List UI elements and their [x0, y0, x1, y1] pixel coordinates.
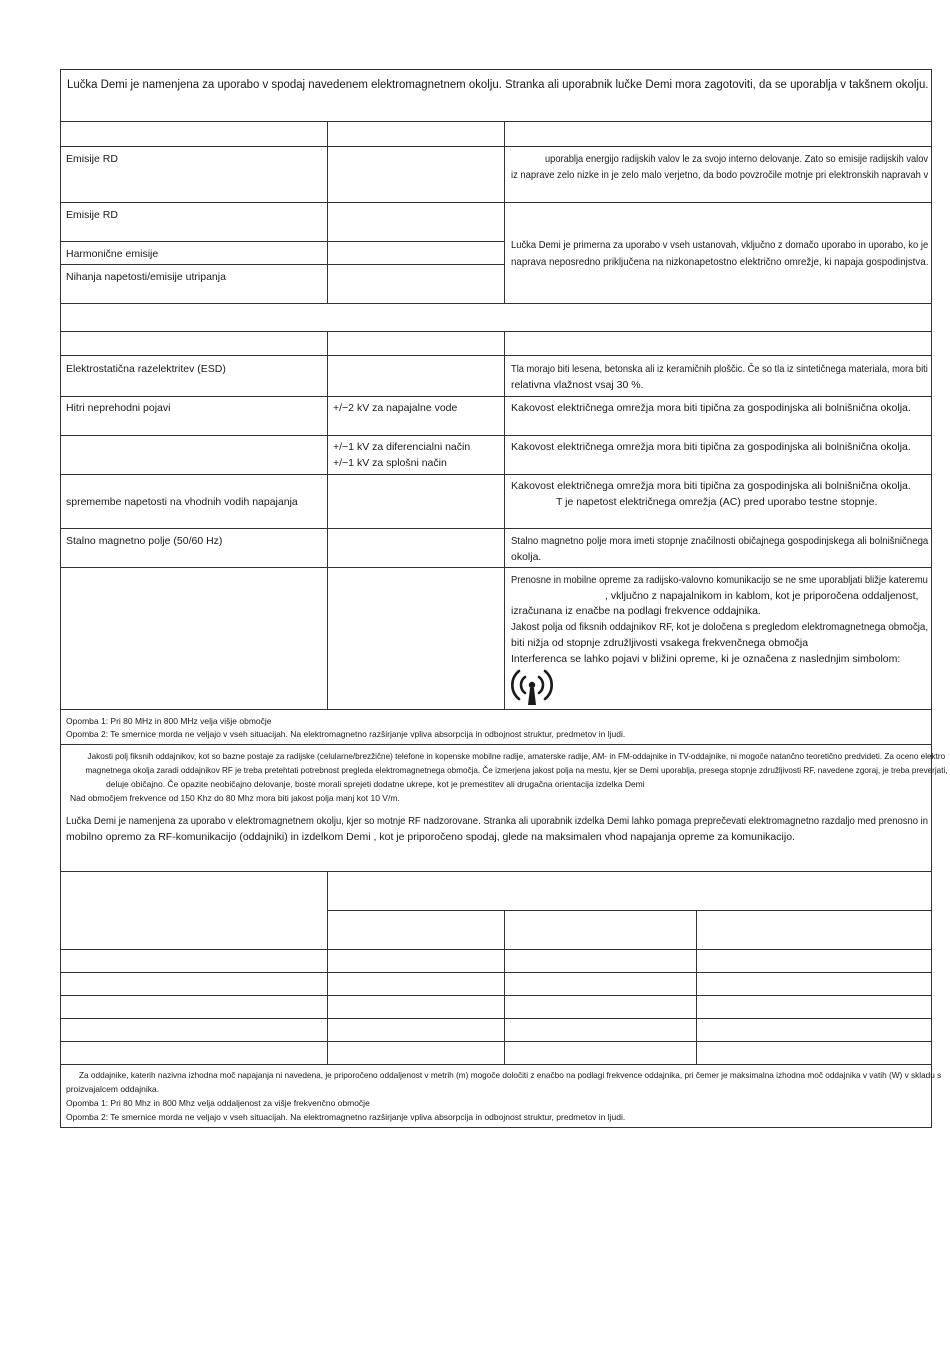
surge-text: Kakovost električnega omrežja mora biti tipična za gospodinjska ali bolnišnična okolja. [511, 441, 911, 453]
voltage-dips-label: spremembe napetosti na vhodnih vodih napajanja [66, 496, 298, 508]
footnote-line: Opomba 2: Te smernice morda ne veljajo v vseh situacijah. Na elektromagnetno razširjanje vpliva absorpcija in odbojnost struktur, predmetov in ljudi. [66, 1112, 626, 1122]
flicker-emissions-label: Nihanja napetosti/emisije utripanja [66, 271, 226, 283]
row-divider [60, 264, 505, 265]
row-divider [60, 331, 932, 332]
row-divider [60, 1041, 932, 1042]
footnote-line: proizvajalcem oddajnika. [66, 1084, 160, 1094]
esd-text-line: Tla morajo biti lesena, betonska ali iz keramičnih ploščic. Če so tla iz sintetičnega materiala, mora biti [511, 363, 928, 375]
separation-intro-line: mobilno opremo za RF-komunikacijo (oddajniki) in izdelkom Demi , kot je priporočeno spodaj, glede na maksimalen vhod napajanja opreme za komunikacijo. [66, 831, 795, 843]
column-divider [327, 871, 328, 1064]
column-divider [327, 331, 328, 709]
row-divider [60, 972, 932, 973]
row-divider [60, 949, 932, 950]
voltage-dips-text-line: Kakovost električnega omrežja mora biti tipična za gospodinjska ali bolnišnična okolja. [511, 480, 911, 492]
separation-intro-line: Lučka Demi je namenjena za uporabo v elektromagnetnem okolju, kjer so motnje RF nadzorovane. Stranka ali uporabnik izdelka Demi lahko pomaga preprečevati elektromagnetno razdaljo med prenosno in [66, 815, 929, 827]
surge-level-line: +/−1 kV za splošni način [333, 457, 447, 469]
row-divider [60, 567, 932, 568]
row-divider [60, 744, 932, 745]
column-divider [504, 121, 505, 303]
column-divider [696, 910, 697, 1064]
row-divider [60, 355, 932, 356]
field-strength-text-line: Jakosti polj fiksnih oddajnikov, kot so bazne postaje za radijske (celularne/brezžične) telefone in kopenske mobilne radije, amaterske radije, AM- in FM-oddajnike in TV-oddajnike, ni mogoče natančno teoretično predvideti. Za oceno elektro [87, 751, 946, 761]
row-divider [60, 474, 932, 475]
non-ionizing-radiation-icon [509, 666, 555, 706]
field-strength-text-line: magnetnega okolja zaradi oddajnikov RF je treba pretehtati potrebnost pregleda elektromagnetnega območja. Če izmerjena jakost polja na mestu, kjer se Demi uporablja, presega stopnje združljivosti RF, navedene zgoraj, je treba preverjati, [85, 765, 948, 775]
row-divider [328, 910, 932, 911]
row-divider [60, 709, 932, 710]
row-divider [60, 396, 932, 397]
row-divider [60, 146, 932, 147]
magnetic-field-label: Stalno magnetno polje (50/60 Hz) [66, 535, 223, 547]
note-line: Opomba 2: Te smernice morda ne veljajo v vseh situacijah. Na elektromagnetno razširjanje vpliva absorpcija in odbojnost struktur, predmetov in ljudi. [66, 729, 626, 739]
row-divider [60, 435, 932, 436]
eft-label: Hitri neprehodni pojavi [66, 402, 171, 414]
rf-emissions-text-line: uporablja energijo radijskih valov le za svojo interno delovanje. Zato so emisije radijskih valov [545, 153, 929, 165]
rf-immunity-text-line: izračunana iz enačbe na podlagi frekvence oddajnika. [511, 605, 761, 617]
rf-immunity-text-line: Jakost polja od fiksnih oddajnikov RF, kot je določena s pregledom elektromagnetnega območja, [511, 621, 929, 633]
harmonic-emissions-label: Harmonične emisije [66, 248, 159, 260]
row-divider [60, 121, 932, 122]
footnote-line: Opomba 1: Pri 80 Mhz in 800 Mhz velja oddaljenost za višje frekvenčno območje [66, 1098, 370, 1108]
row-divider [60, 1064, 932, 1065]
surge-level-line: +/−1 kV za diferencialni način [333, 441, 471, 453]
esd-label: Elektrostatična razelektritev (ESD) [66, 363, 226, 375]
rf-emissions-text-line: iz naprave zelo nizke in je zelo malo verjetno, da bodo povzročile motnje pri elektronskih napravah v [511, 169, 929, 181]
row-divider [60, 528, 932, 529]
column-divider [504, 910, 505, 1064]
row-divider [60, 303, 932, 304]
row-divider [60, 995, 932, 996]
eft-text: Kakovost električnega omrežja mora biti tipična za gospodinjska ali bolnišnična okolja. [511, 402, 911, 414]
row-divider [60, 871, 932, 872]
rf-immunity-text-line: Prenosne in mobilne opreme za radijsko-valovno komunikacijo se ne sme uporabljati bližje kateremu [511, 574, 928, 586]
row-divider [60, 241, 505, 242]
note-line: Opomba 1: Pri 80 MHz in 800 MHz velja višje območje [66, 716, 272, 726]
column-divider [327, 121, 328, 303]
field-strength-text-line: deluje običajno. Če opazite neobičajno delovanje, boste morali sprejeti dodatne ukrepe, kot je premestitev ali drugačna orientacija izdelka Demi [106, 779, 645, 789]
magnetic-field-text-line: Stalno magnetno polje mora imeti stopnje značilnosti običajnega gospodinjskega ali bolnišničnega [511, 535, 929, 547]
rf-immunity-text-line: biti nižja od stopnje združljivosti vsakega frekvenčnega območja [511, 637, 809, 649]
intro-text: Lučka Demi je namenjena za uporabo v spodaj navedenem elektromagnetnem okolju. Stranka ali uporabnik lučke Demi mora zagotoviti, da se uporablja v takšnem okolju. [67, 79, 929, 91]
row-divider [60, 1018, 932, 1019]
row-divider [60, 202, 932, 203]
esd-text-line: relativna vlažnost vsaj 30 %. [511, 379, 644, 391]
column-divider [504, 331, 505, 709]
magnetic-field-text-line: okolja. [511, 551, 542, 563]
rf-immunity-text-line: Interferenca se lahko pojavi v bližini opreme, ki je označena z naslednjim simbolom: [511, 653, 901, 665]
rf-immunity-text-line: , vključno z napajalnikom in kablom, kot je priporočena oddaljenost, [605, 590, 919, 602]
eft-level: +/−2 kV za napajalne vode [333, 402, 458, 414]
rf-emissions-label: Emisije RD [66, 153, 118, 165]
field-strength-text-line: Nad območjem frekvence od 150 Khz do 80 Mhz mora biti jakost polja manj kot 10 V/m. [70, 793, 400, 803]
suitability-text-line: Lučka Demi je primerna za uporabo v vseh ustanovah, vključno z domačo uporabo in uporabo, ko je [511, 239, 929, 251]
footnote-line: Za oddajnike, katerih nazivna izhodna moč napajanja ni navedena, je priporočeno oddaljenost v metrih (m) mogoče določiti z enačbo na podlagi frekvence oddajnika, pri čemer je maksimalna izhodna moč oddajnika v vatih (W) v skladu s [79, 1070, 942, 1080]
voltage-dips-text-line: T je napetost električnega omrežja (AC) pred uporabo testne stopnje. [556, 496, 878, 508]
rf-emissions-label-2: Emisije RD [66, 209, 118, 221]
suitability-text-line: naprava neposredno priključena na nizkonapetostno električno omrežje, ki napaja gospodinjstva. [511, 256, 929, 268]
